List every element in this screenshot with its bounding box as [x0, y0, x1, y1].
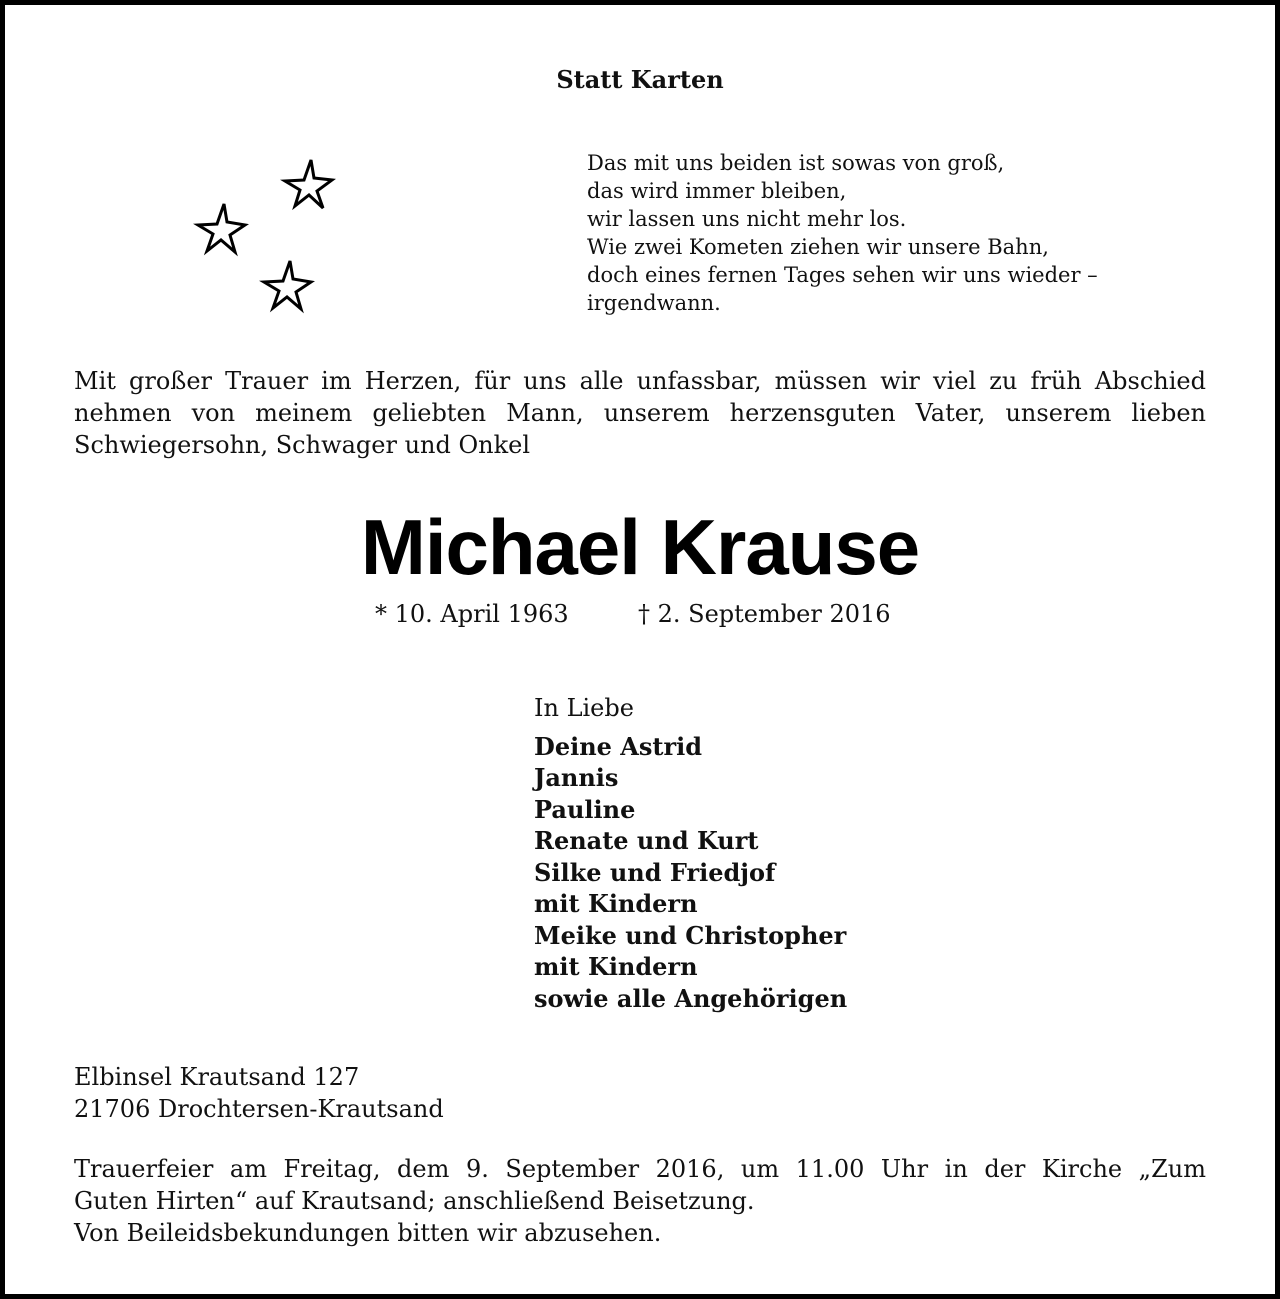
- address-line: 21706 Drochtersen-Krautsand: [74, 1095, 444, 1123]
- family-lead: In Liebe: [534, 694, 634, 722]
- star-outline-icon: [285, 160, 332, 208]
- death-date: † 2. September 2016: [638, 600, 891, 628]
- star-outline-icon: [264, 261, 311, 309]
- birth-date: * 10. April 1963: [375, 600, 569, 628]
- poem-line: doch eines fernen Tages sehen wir uns wieder –: [587, 263, 1098, 287]
- poem-line: das wird immer bleiben,: [587, 179, 847, 203]
- service-info: [74, 1153, 1206, 1249]
- family-member: mit Kindern: [534, 889, 698, 918]
- poem-line: Wie zwei Kometen ziehen wir unsere Bahn,: [587, 235, 1049, 259]
- address: [74, 1061, 444, 1125]
- family-member: Pauline: [534, 794, 636, 824]
- poem-line: irgendwann.: [587, 291, 721, 315]
- intro-text: [74, 365, 1206, 461]
- family-member: sowie alle Angehörigen: [534, 983, 848, 1013]
- poem-line: Das mit uns beiden ist sowas von groß,: [587, 151, 1005, 175]
- service-line: Von Beileidsbekundungen bitten wir abzusehen.: [74, 1219, 662, 1247]
- stars-decoration: [180, 145, 350, 325]
- family-member: Jannis: [534, 763, 619, 792]
- header-statt-karten: Statt Karten: [556, 65, 724, 94]
- star-outline-icon: [198, 204, 245, 252]
- family-member: mit Kindern: [534, 952, 698, 981]
- family-signatures: [534, 693, 1034, 1014]
- address-line: Elbinsel Krautsand 127: [74, 1063, 360, 1091]
- family-member: Deine Astrid: [534, 731, 703, 761]
- intro-line: Mit großer Trauer im Herzen, für uns alle unfassbar, müssen wir viel zu früh Abschied: [74, 367, 1206, 395]
- service-line: Guten Hirten“ auf Krautsand; anschließend Beisetzung.: [74, 1187, 755, 1215]
- family-member: Renate und Kurt: [534, 826, 759, 855]
- poem-line: wir lassen uns nicht mehr los.: [587, 207, 907, 231]
- intro-line: Schwiegersohn, Schwager und Onkel: [74, 431, 531, 459]
- family-member: Silke und Friedjof: [534, 857, 776, 887]
- service-line: Trauerfeier am Freitag, dem 9. September 2016, um 11.00 Uhr in der Kirche „Zum: [74, 1155, 1206, 1183]
- family-member: Meike und Christopher: [534, 920, 847, 950]
- poem: [587, 149, 1187, 317]
- intro-line: nehmen von meinem geliebten Mann, unserem herzensguten Vater, unserem lieben: [74, 399, 1206, 427]
- deceased-name: Michael Krause: [360, 503, 920, 591]
